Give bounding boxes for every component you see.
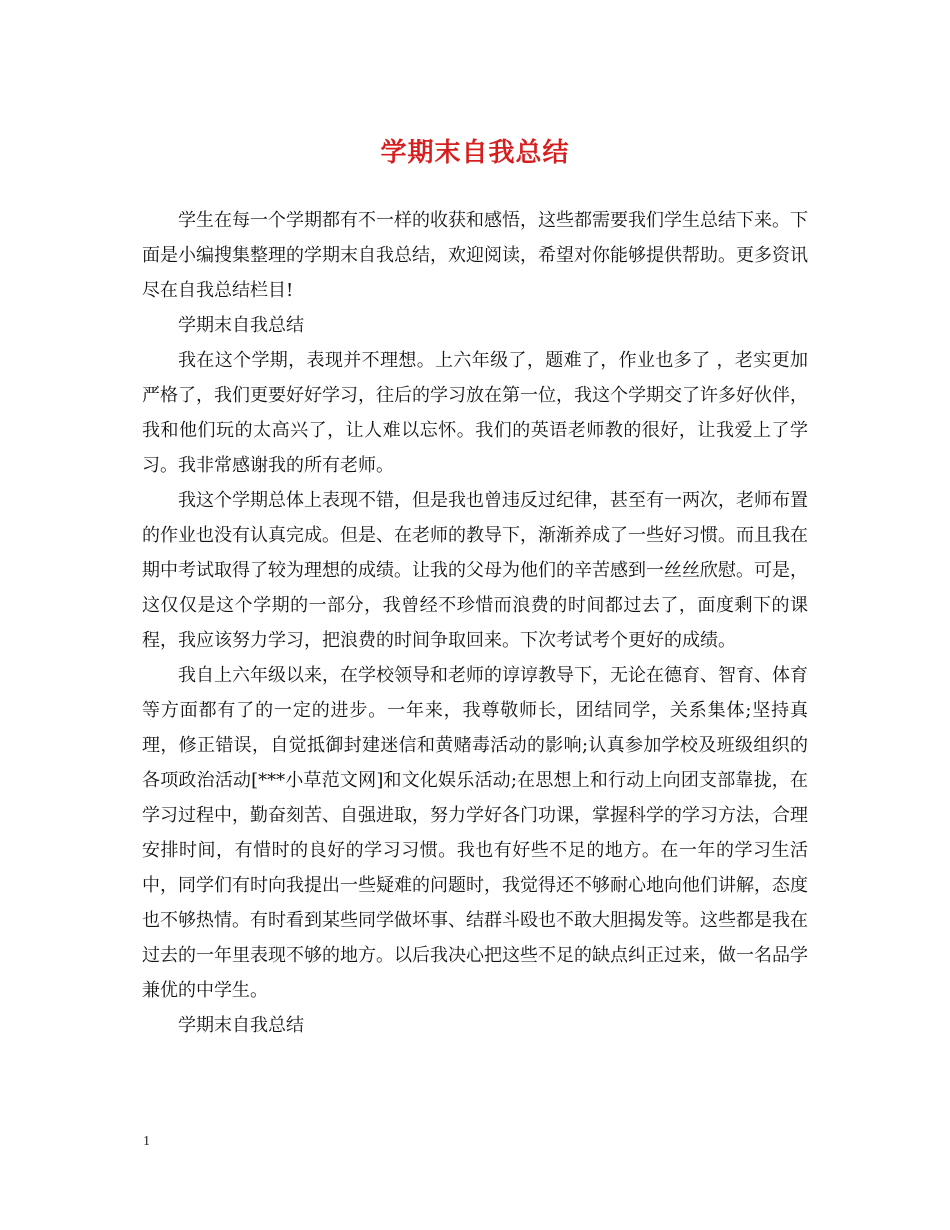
page-title: 学期末自我总结 xyxy=(380,138,570,168)
intro-paragraph: 学生在每一个学期都有不一样的收获和感悟，这些都需要我们学生总结下来。下面是小编搜集整理的学期末自我总结，欢迎阅读，希望对你能够提供帮助。更多资讯尽在自我总结栏目! xyxy=(142,210,808,301)
section-heading: 学期末自我总结 xyxy=(178,315,304,336)
body-paragraph: 我在这个学期，表现并不理想。上六年级了，题难了，作业也多了 ，老实更加严格了，我们更要好好学习，往后的学习放在第一位，我这个学期交了许多好伙伴，我和他们玩的太高兴了，让人难以忘怀。我们的英语老师教的很好，让我爱上了学习。我非常感谢我的所有老师。 xyxy=(142,350,808,476)
body-paragraph: 我自上六年级以来，在学校领导和老师的谆谆教导下，无论在德育、智育、体育等方面都有了的一定的进步。一年来，我尊敬师长，团结同学，关系集体;坚持真理，修正错误，自觉抵御封建迷信和黄赌毒活动的影响;认真参加学校及班级组织的各项政治活动[***小草范文网]和文化娱乐活动;在思想上和行动上向团支部靠拢，在学习过程中，勤奋刻苦、自强进取，努力学好各门功课，掌握科学的学习方法，合理安排时间，有惜时的良好的学习习惯。我也有好些不足的地方。在一年的学习生活中，同学们有时向我提出一些疑难的问题时，我觉得还不够耐心地向他们讲解，态度也不够热情。有时看到某些同学做坏事、结群斗殴也不敢大胆揭发等。这些都是我在过去的一年里表现不够的地方。以后我决心把这些不足的缺点纠正过来，做一名品学兼优的中学生。 xyxy=(142,665,808,1001)
body-paragraph: 我这个学期总体上表现不错，但是我也曾违反过纪律，甚至有一两次，老师布置的作业也没有认真完成。但是、在老师的教导下，渐渐养成了一些好习惯。而且我在期中考试取得了较为理想的成绩。让我的父母为他们的辛苦感到一丝丝欣慰。可是，这仅仅是这个学期的一部分，我曾经不珍惜而浪费的时间都过去了，面度剩下的课程，我应该努力学习，把浪费的时间争取回来。下次考试考个更好的成绩。 xyxy=(142,490,808,651)
page-number: 1 xyxy=(143,1134,150,1149)
document-body xyxy=(142,203,808,1043)
section-heading: 学期末自我总结 xyxy=(178,1015,304,1036)
